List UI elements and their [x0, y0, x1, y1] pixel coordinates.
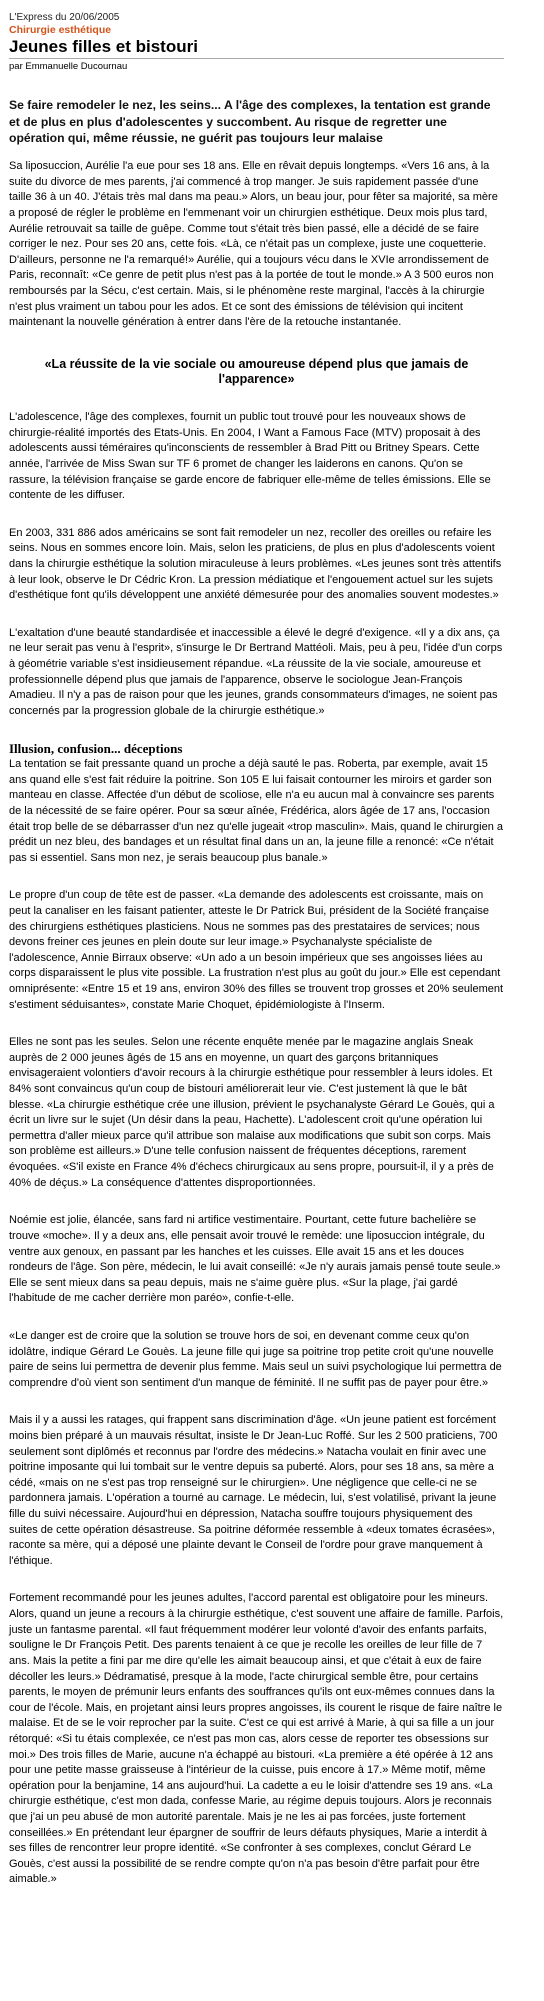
paragraph-1: Sa liposuccion, Aurélie l'a eue pour ses 18 ans. Elle en rêvait depuis longtemps. «Vers 16 ans, à la suite du divorce de mes parents, j'ai commencé à trop manger. Je suis rapidement passée d'une taille 36 à un 40. J'étais très mal dans ma peau.» Alors, un beau jour, pour fêter sa majorité, sa mère a proposé de régler le problème en l'emmenant voir un chirurgien esthétique. Deux mois plus tard, Aurélie retrouvait sa taille de guêpe. Comme tout s'était très bien passé, elle a décidé de se faire corriger le nez. Pour ses 20 ans, cette fois. «Là, ce n'était pas un complexe, juste une coquetterie. D'ailleurs, personne ne l'a remarqué!» Aurélie, qui a toujours vécu dans le XVIe arrondissement de Paris, reconnaît: «Ce genre de petit plus n'est pas à la portée de tout le monde.» A 3 500 euros non remboursés par la Sécu, c'est certain. Mais, si le phénomène reste marginal, l'accès à la chirurgie n'est plus vraiment un tabou pour les ados. Et ce sont des émissions de télévision qui incitent maintenant la nouvelle génération à entrer dans l'ère de la retouche instantanée. [9, 160, 498, 329]
paragraph-6: Le propre d'un coup de tête est de passer. «La demande des adolescents est croissante, mais on peut la canaliser en les faisant patienter, atteste le Dr Patrick Bui, président de la Société française des chirurgiens esthétiques plasticiens. Nous ne sommes pas des prestataires de services; nous devons freiner ces jeunes en plein doute sur leur image.» Psychanalyste spécialiste de l'adolescence, Annie Birraux observe: «Un ado a un besoin impérieux que ses angoisses liées au corps disparaissent le plus vite possible. La frustration n'est plus au goût du jour.» Elle est cependant omniprésente: «Entre 15 et 19 ans, environ 30% des filles se trouvent trop grosses et 20% seulement s'estiment séduisantes», constate Marie Choquet, épidémiologiste à l'Inserm. [9, 889, 504, 1011]
article-lead: Se faire remodeler le nez, les seins... A l'âge des complexes, la tentation est grande et de plus en plus d'adolescentes y succombent. Au risque de regretter une opération qui, même réussie, ne guérit pas toujours leur malaise [9, 97, 491, 146]
paragraph-11: Fortement recommandé pour les jeunes adultes, l'accord parental est obligatoire pour les mineurs. Alors, quand un jeune a recours à la chirurgie esthétique, c'est souvent une affaire de famille. Parfois, juste un fantasme parental. «Il faut fréquemment modérer leur volonté d'avoir des enfants parfaits, souligne le Dr François Petit. Des parents tenaient à ce que je recolle les oreilles de leur fille de 7 ans. Mais la petite a fini par me dire qu'elle les aimait beaucoup ainsi, et que c'était à eux de faire décoller les leurs.» Dédramatisé, presque à la mode, l'acte chirurgical semble être, pour certains parents, le moyen de prémunir leurs enfants des souffrances qu'ils ont eux-mêmes connues dans la cour de l'école. Mais, en projetant ainsi leurs propres angoisses, ils courent le risque de faire naître le malaise. Et de se le voir reprocher par la suite. C'est ce qui est arrivé à Marie, à qui sa fille a un jour rétorqué: «Si tu étais complexée, ce n'est pas mon cas, alors cesse de reporter tes obsessions sur moi.» Des trois filles de Marie, aucune n'a échappé au bistouri. «La première a été opérée à 12 ans pour une petite masse graisseuse à l'intérieur de la cuisse, puis encore à 17.» Même motif, même opération pour la benjamine, 14 ans aujourd'hui. La cadette a eu le loisir d'attendre ses 19 ans. «La chirurgie esthétique, c'est mon dada, confesse Marie, au régime depuis toujours. Alors je reconnais que j'ai un peu abusé de mon autorité parentale. Mais je ne les ai pas forcées, juste fortement conseillées.» En prétendant leur épargner de souffrir de leurs défauts physiques, Marie a interdit à ses filles de rencontrer leur propre identité. «Se confronter à ses complexes, conclut Gérard Le Gouès, c'est aussi la possibilité de se rendre compte qu'on n'a pas besoin d'être parfait pour être aimable.» [9, 1592, 504, 1886]
paragraph-9: «Le danger est de croire que la solution se trouve hors de soi, en devenant comme ceux qu'on idolâtre, indique Gérard Le Gouès. La jeune fille qui juge sa poitrine trop petite croit qu'une nouvelle paire de seins lui permettra de devenir plus femme. Mais seul un suivi psychologique lui permettra de comprendre d'où vient son sentiment d'un manque de féminité. Il ne suffit pas de payer pour être.» [9, 1329, 502, 1389]
paragraph-8: Noémie est jolie, élancée, sans fard ni artifice vestimentaire. Pourtant, cette future bachelière se trouve «moche». Il y a deux ans, elle pensait avoir trouvé le remède: une liposuccion intégrale, du ventre aux genoux, en passant par les hanches et les cuisses. Elle avait 15 ans et les douces rondeurs de l'âge. Son père, médecin, le lui avait conseillé: «Je n'y aurais jamais pensé toute seule.» Elle se sent mieux dans sa peau depuis, mais ne s'aime guère plus. «Sur la plage, j'ai gardé l'habitude de me cacher derrière mon paréo», confie-t-elle. [9, 1214, 501, 1305]
paragraph-4: L'exaltation d'une beauté standardisée et inaccessible a élevé le degré d'exigence. «Il y a dix ans, ça ne leur serait pas venu à l'esprit», s'insurge le Dr Bertrand Mattéoli. Mais, peu à peu, l'idée d'un corps à géométrie variable s'est insidieusement répandue. «La réussite de la vie sociale, amoureuse et professionnelle dépend plus que jamais de l'apparence, observe le sociologue Jean-François Amadieu. Il n'y a pas de raison pour que les jeunes, grands consommateurs d'images, ne soient pas concernés par la progression globale de la chirurgie esthétique.» [9, 626, 503, 717]
paragraph-5: La tentation se fait pressante quand un proche a déjà sauté le pas. Roberta, par exemple, avait 15 ans quand elle s'est fait réduire la poitrine. Son 105 E lui faisait contourner les miroirs et garder son manteau en classe. Affectée d'un début de scoliose, elle n'a eu aucun mal à convaincre ses parents de la nécessité de se faire opérer. Pour sa sœur aînée, Frédérica, alors âgée de 17 ans, l'occasion était trop belle de se débarrasser d'un nez qu'elle jugeait «trop masculin». Mais, quand le chirurgien a prédit un nez bleu, des bandages et un résultat final dans un an, la jeune fille a renoncé: «Ce n'était pas si essentiel. Sans mon nez, je serais beaucoup plus banale.» [9, 758, 503, 864]
section-subhead: Illusion, confusion... déceptions [9, 741, 183, 757]
source-line: L'Express du 20/06/2005 [9, 12, 120, 23]
paragraph-3: En 2003, 331 886 ados américains se sont fait remodeler un nez, recoller des oreilles ou refaire les seins. Nous en sommes encore loin. Mais, selon les praticiens, de plus en plus d'adolescents voient dans la chirurgie esthétique la solution miraculeuse à leurs problèmes. «Les jeunes sont très attentifs à leur look, observe le Dr Cédric Kron. La pression médiatique et l'engouement actuel sur les sujets d'esthétique font qu'ils développent une anxiété démesurée pour des anomalies souvent modestes.» [9, 526, 502, 602]
paragraph-10: Mais il y a aussi les ratages, qui frappent sans discrimination d'âge. «Un jeune patient est forcément moins bien préparé à un mauvais résultat, insiste le Dr Jean-Luc Roffé. Sur les 2 500 praticiens, 700 seulement sont diplômés et reconnus par l'ordre des médecins.» Natacha voulait en finir avec une poitrine imposante qui lui tombait sur le ventre depuis sa puberté. Alors, pour ses 18 ans, sa mère a cédé, «mais on ne s'est pas trop renseigné sur le chirurgien». Une négligence que celle-ci ne se pardonnera jamais. L'opération a tourné au carnage. Le médecin, lui, s'est volatilisé, privant la jeune fille du suivi nécessaire. Aujourd'hui en dépression, Natacha souffre toujours physiquement des suites de cette opération désastreuse. Sa poitrine déformée ressemble à «deux tomates écrasées», raconte sa mère, qui a déposé une plainte devant le Conseil de l'ordre pour grave manquement à l'éthique. [9, 1414, 498, 1567]
rubric-label: Chirurgie esthétique [9, 24, 112, 36]
article-title: Jeunes filles et bistouri [9, 38, 504, 60]
pull-quote: «La réussite de la vie sociale ou amoureuse dépend plus que jamais de l'apparence» [44, 356, 469, 387]
paragraph-2: L'adolescence, l'âge des complexes, fournit un public tout trouvé pour les nouveaux shows de chirurgie-réalité importés des Etats-Unis. En 2004, I Want a Famous Face (MTV) proposait à des adolescents aussi téméraires qu'inconscients de ressembler à Brad Pitt ou Britney Spears. Cette année, l'arrivée de Miss Swan sur TF 6 promet de changer les laiderons en canons. Qu'on se rassure, la télévision française se garde encore de fabriquer elle-même de telles émissions. Elle se contente de les diffuser. [9, 411, 491, 502]
paragraph-7: Elles ne sont pas les seules. Selon une récente enquête menée par le magazine anglais Sneak auprès de 2 000 jeunes âgés de 15 ans en moyenne, un quart des garçons britanniques envisageraient volontiers d'avoir recours à la chirurgie esthétique pour ressembler à leurs idoles. Et 84% sont convaincus qu'un coup de bistouri améliorerait leur vie. C'est justement là que le bât blesse. «La chirurgie esthétique crée une illusion, prévient le psychanalyste Gérard Le Gouès, qui a écrit un livre sur le sujet (Un désir dans la peau, Hachette). L'adolescent croit qu'une opération lui permettra d'aller mieux parce qu'il attribue son malaise aux modifications que subit son corps. Mais son problème est ailleurs.» D'une telle confusion naissent de fréquentes déceptions, rarement évoquées. «S'il existe en France 4% d'échecs chirurgicaux au sens propre, poursuit-il, il y a près de 40% de déçus.» La conséquence d'attentes disproportionnées. [9, 1036, 495, 1189]
byline: par Emmanuelle Ducournau [9, 61, 128, 73]
